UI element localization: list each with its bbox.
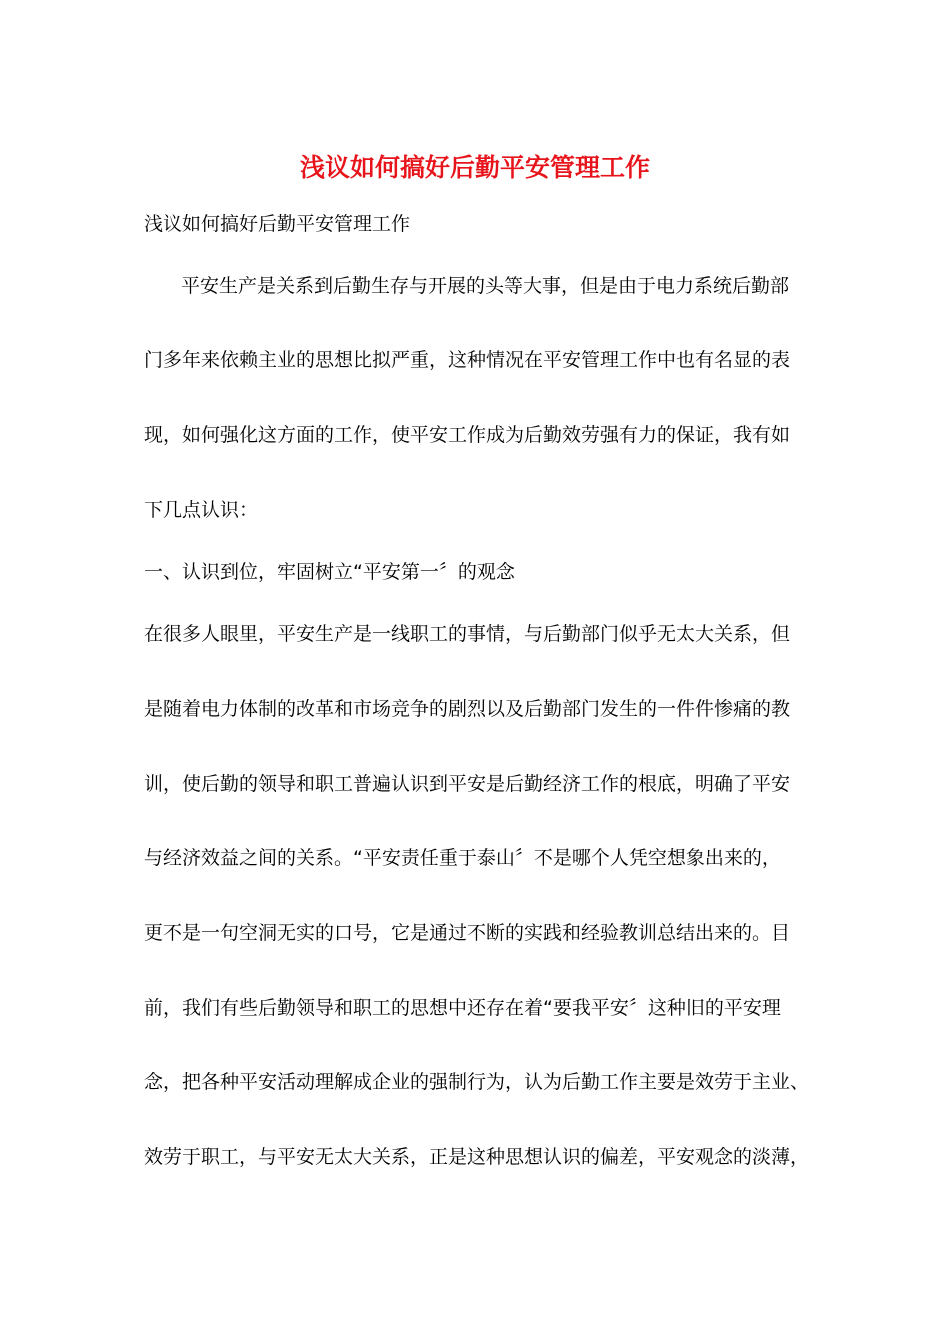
section-line: 更不是一句空洞无实的口号，它是通过不断的实践和经验教训总结出来的。目 bbox=[144, 922, 791, 944]
intro-line: 下几点认识： bbox=[144, 499, 259, 521]
section-line: 念，把各种平安活动理解成企业的强制行为，认为后勤工作主要是效劳于主业、 bbox=[144, 1071, 810, 1093]
section-line: 训，使后勤的领导和职工普遍认识到平安是后勤经济工作的根底，明确了平安 bbox=[144, 773, 791, 795]
document-title: 浅议如何搞好后勤平安管理工作 bbox=[299, 153, 650, 182]
section-line: 与经济效益之间的关系。“平安责任重于泰山〞不是哪个人凭空想象出来的， bbox=[144, 847, 781, 869]
intro-line: 门多年来依赖主业的思想比拟严重，这种情况在平安管理工作中也有名显的表 bbox=[144, 349, 791, 371]
section-line: 在很多人眼里，平安生产是一线职工的事情，与后勤部门似乎无太大关系，但 bbox=[144, 623, 791, 645]
intro-line: 现，如何强化这方面的工作，使平安工作成为后勤效劳强有力的保证，我有如 bbox=[144, 424, 791, 446]
section-heading: 一、认识到位，牢固树立“平安第一〞的观念 bbox=[144, 561, 515, 583]
section-line: 前，我们有些后勤领导和职工的思想中还存在着“要我平安〞这种旧的平安理 bbox=[144, 997, 781, 1019]
document-subtitle: 浅议如何搞好后勤平安管理工作 bbox=[144, 213, 411, 235]
section-line: 效劳于职工，与平安无太大关系，正是这种思想认识的偏差，平安观念的淡薄， bbox=[144, 1146, 810, 1168]
intro-line: 平安生产是关系到后勤生存与开展的头等大事，但是由于电力系统后勤部 bbox=[181, 275, 790, 297]
section-line: 是随着电力体制的改革和市场竞争的剧烈以及后勤部门发生的一件件惨痛的教 bbox=[144, 698, 791, 720]
